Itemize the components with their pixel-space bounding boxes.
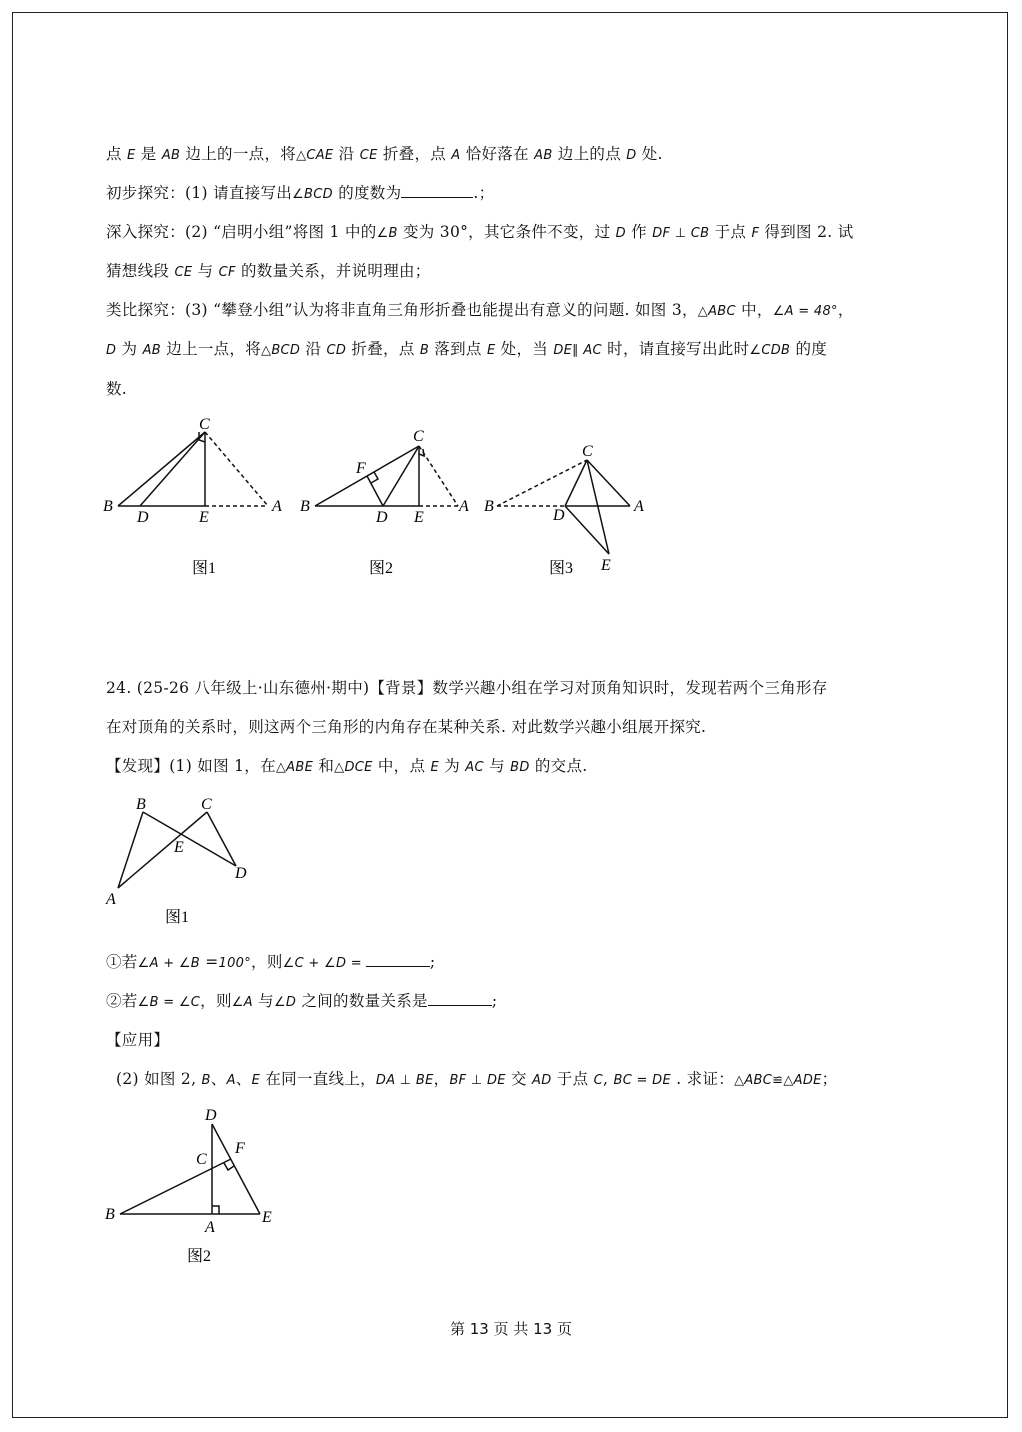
p23-line-5: 类比探究：(3) “攀登小组”认为将非直角三角形折叠也能提出有意义的问题. 如图 3，△ABC 中，∠A = 48°， [106,301,854,319]
p23-fig1-caption: 图1 [192,560,217,577]
p23-line-1: 点 E 是 AB 边上的一点，将△CAE 沿 CE 折叠，点 A 恰好落在 AB 边上的点 D 处. [106,145,663,163]
p23-line-4: 猜想线段 CE 与 CF 的数量关系，并说明理由； [106,262,431,280]
p24-q2: ②若∠B = ∠C，则∠A 与∠D 之间的数量关系是 ; [106,992,498,1010]
p24-fig1-caption: 图1 [165,909,190,926]
p23-figures [0,0,1022,600]
p23-fig3-label-a: A [634,498,644,515]
p23-fig3-label-c: C [582,443,593,460]
p23-fig2-label-b: B [300,498,310,515]
p24-fig1-label-c: C [201,796,212,813]
p23-fig3-label-e: E [601,557,611,574]
p23-fig3-label-b: B [484,498,494,515]
p24-fig1-label-a: A [106,891,116,908]
p23-fig3-caption: 图3 [549,560,574,577]
p24-fig2-label-e: E [262,1209,272,1226]
p23-fig1-label-b: B [103,498,113,515]
p24-fig2 [120,1124,260,1214]
p24-fig1-label-b: B [136,796,146,813]
p23-fig1-label-d: D [137,509,149,526]
p23-fig2-label-e: E [414,509,424,526]
p24-q1: ①若∠A + ∠B =100°，则∠C + ∠D = ; [106,953,436,971]
p23-line-6: D 为 AB 边上一点，将△BCD 沿 CD 折叠，点 B 落到点 E 处，当 DE∥ AC 时，请直接写出此时∠CDB 的度 [106,340,828,358]
p23-fig1 [118,432,268,506]
p23-fig3-label-d: D [553,507,565,524]
page-footer: 第 13 页 共 13 页 [449,1320,572,1338]
p24-fig2-label-d: D [205,1107,217,1124]
p23-fig1-label-a: A [272,498,282,515]
p23-fig2-label-a: A [459,498,469,515]
p23-line-7: 数. [106,380,128,398]
p24-fig2-label-b: B [105,1206,115,1223]
p23-fig1-label-c: C [199,416,210,433]
p23-line-2: 初步探究：(1) 请直接写出∠BCD 的度数为 .； [106,184,495,202]
p23-fig2-label-d: D [376,509,388,526]
p23-fig2-label-c: C [413,428,424,445]
p24-line-1: 24. (25-26 八年级上·山东德州·期中)【背景】数学兴趣小组在学习对顶角知识时，发现若两个三角形存 [106,679,828,697]
p23-fig2-caption: 图2 [369,560,394,577]
p24-fig2-label-a: A [205,1219,215,1236]
p24-line-3: 【发现】(1) 如图 1，在△ABE 和△DCE 中，点 E 为 AC 与 BD 的交点. [106,757,588,775]
p23-fig2 [315,446,458,506]
p24-line-2: 在对顶角的关系时，则这两个三角形的内角存在某种关系. 对此数学兴趣小组展开探究. [106,718,707,736]
p23-fig1-label-e: E [199,509,209,526]
p24-q3: (2) 如图 2, B、A、E 在同一直线上，DA ⊥ BE，BF ⊥ DE 交 AD 于点 C, BC = DE . 求证：△ABC≌△ADE； [116,1070,838,1088]
p24-section-apply: 【应用】 [106,1031,170,1049]
p23-line-3: 深入探究：(2) “启明小组”将图 1 中的∠B 变为 30°，其它条件不变，过 D 作 DF ⊥ CB 于点 F 得到图 2. 试 [106,223,854,241]
p24-fig2-label-f: F [235,1140,245,1157]
p24-fig1-label-e: E [174,839,184,856]
p24-fig2-label-c: C [196,1151,207,1168]
p24-fig1-label-d: D [235,865,247,882]
p23-fig2-label-f: F [356,460,366,477]
p24-fig2-caption: 图2 [187,1248,212,1265]
p24-figures [0,780,1022,1280]
